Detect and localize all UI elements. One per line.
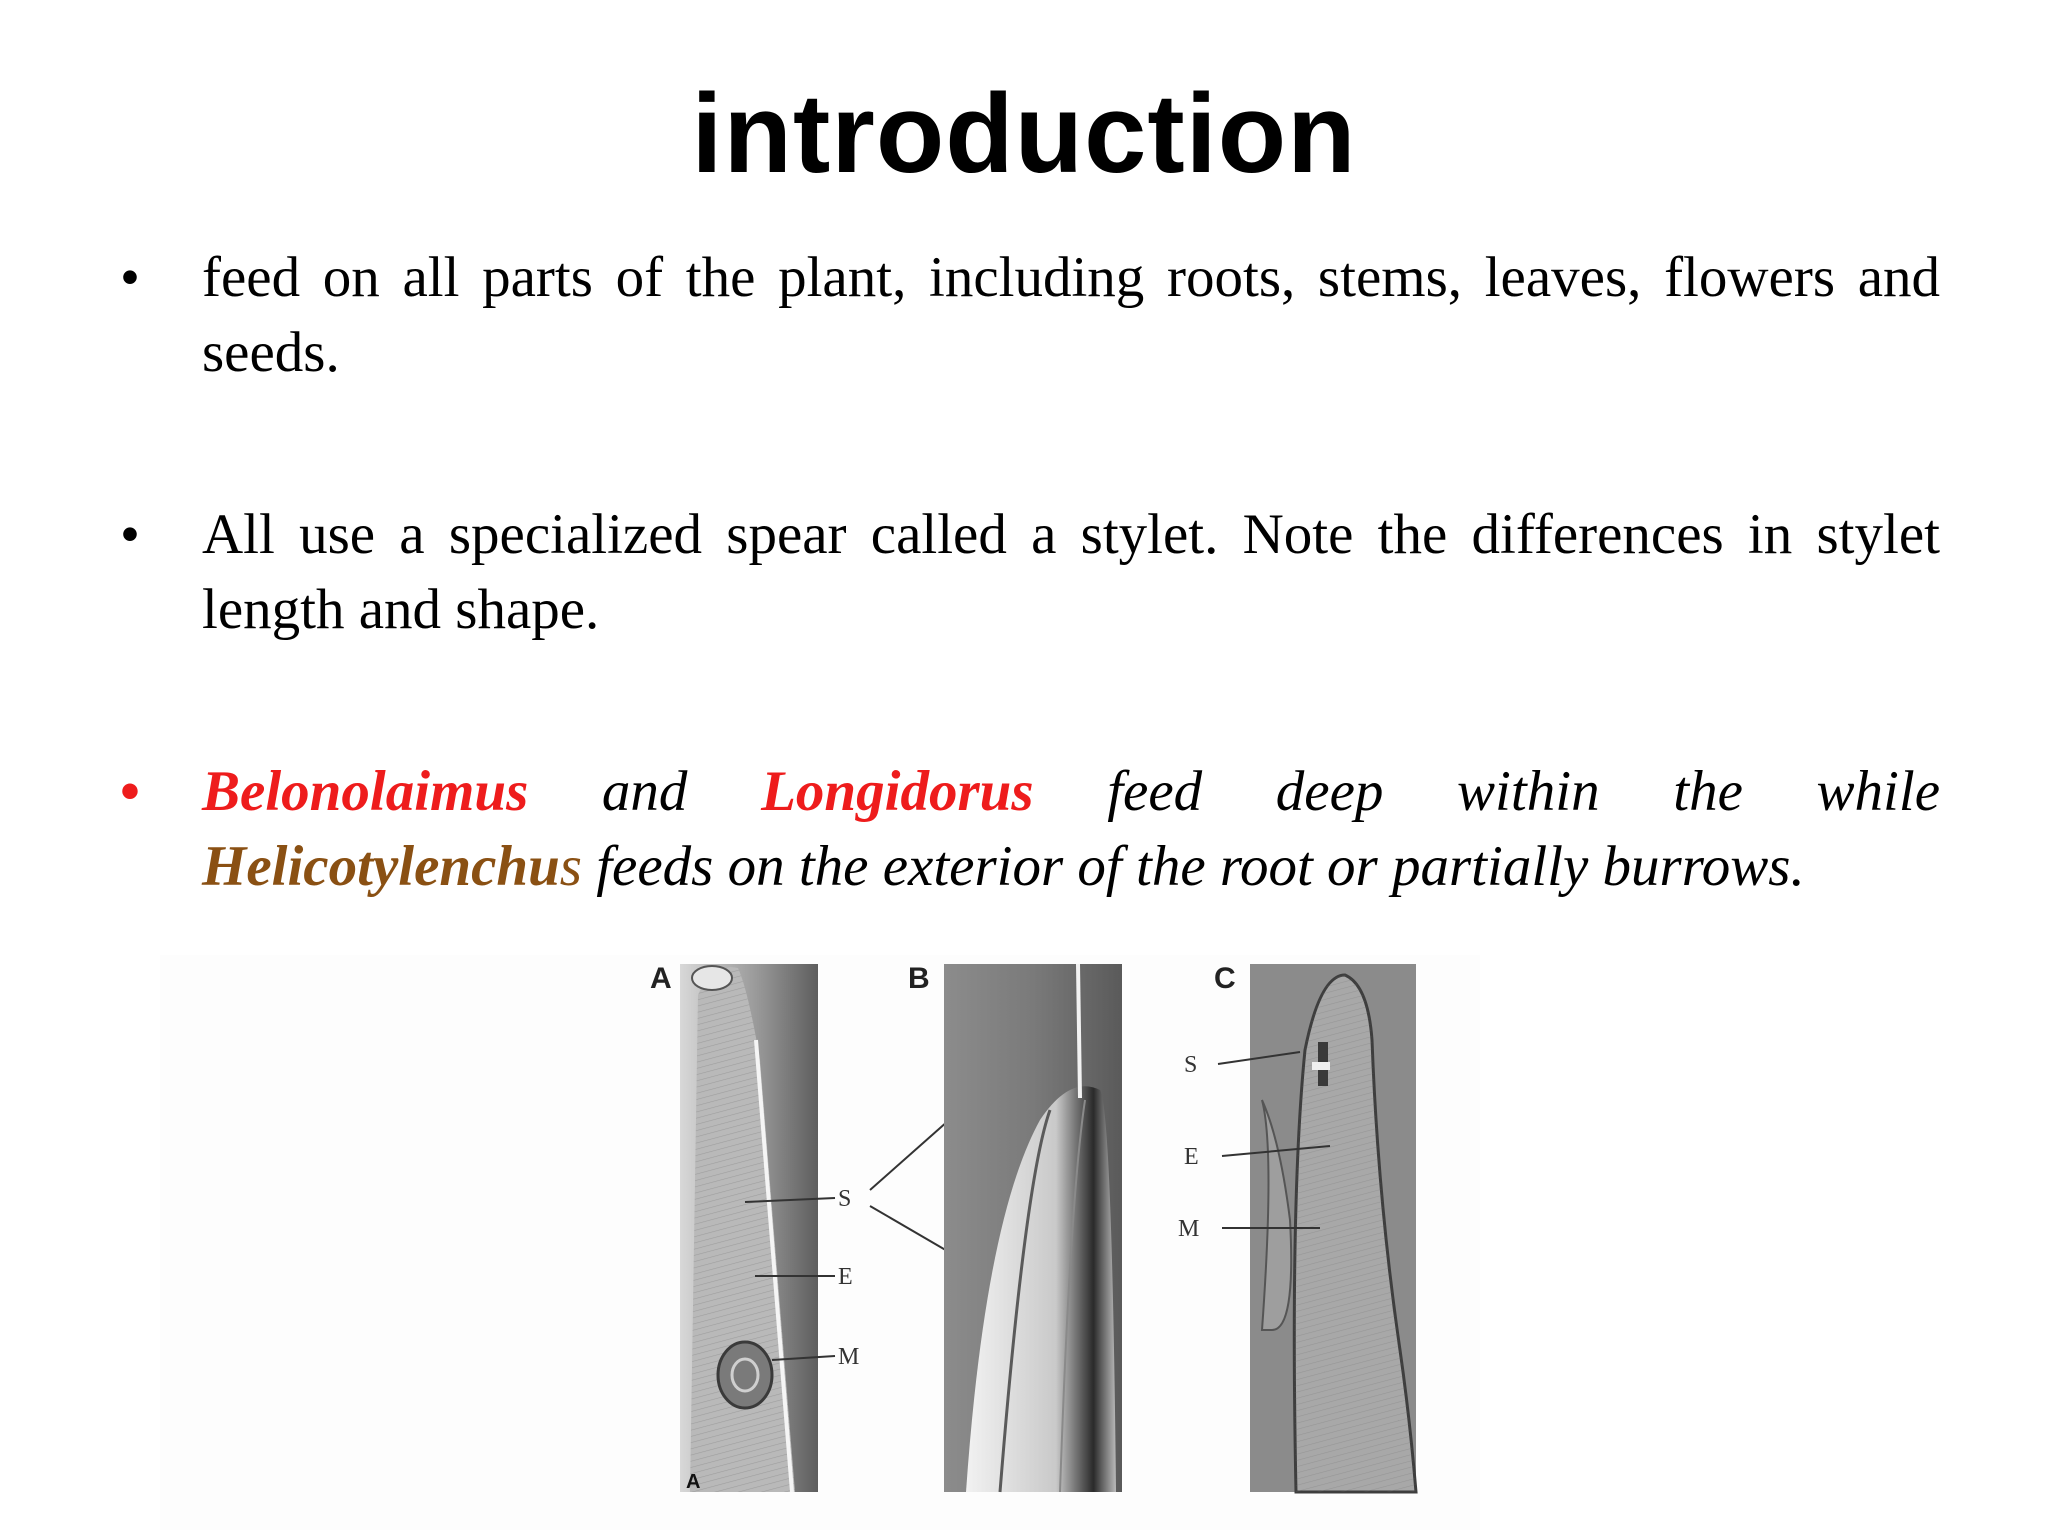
bullet-text: feed on all parts of the plant, including roots, stems, leaves, flowers and seeds. [202, 246, 1940, 384]
panel-c-label-m: M [1178, 1216, 1200, 1242]
panel-c-label-s: S [1184, 1052, 1198, 1078]
word-and: and [601, 760, 688, 823]
panel-b-letter: B [908, 962, 930, 995]
panel-a-letter: A [650, 962, 672, 995]
genus-helicotylenchus: Helicotylenchu [202, 835, 560, 898]
bullet-dot: • [120, 760, 140, 823]
panel-c-label-e: E [1184, 1144, 1199, 1170]
panel-c [1178, 962, 1416, 1492]
genus-belonolaimus: Belonolaimus [202, 760, 529, 823]
panel-a-label-e: E [838, 1264, 853, 1290]
panel-c-letter: C [1214, 962, 1236, 995]
panel-a-label-m: M [838, 1344, 860, 1370]
phrase-feeds-exterior: feeds on the exterior of the root or partially burrows. [596, 835, 1805, 898]
panel-a-label-s: S [838, 1186, 852, 1212]
panel-a-head [692, 966, 732, 990]
panel-c-stylet-knob [1312, 1062, 1330, 1070]
genus-longidorus: Longidorus [761, 760, 1034, 823]
panel-b-protruding-stylet [1078, 964, 1080, 1098]
panel-a-corner-letter: A [686, 1471, 701, 1493]
phrase-feed-deep: feed deep within the while [1107, 760, 1941, 823]
panel-a-median-bulb [718, 1342, 772, 1408]
bullet-text: All use a specialized spear called a stylet. Note the differences in stylet length and shape. [202, 503, 1940, 641]
bullet-dot: • [120, 246, 140, 309]
bullet-dot: • [120, 503, 140, 566]
genus-helicotylenchus-suffix: s [559, 835, 582, 898]
panel-b [836, 962, 1122, 1492]
panel-a [650, 962, 859, 1493]
slide-title: introduction [691, 71, 1357, 196]
